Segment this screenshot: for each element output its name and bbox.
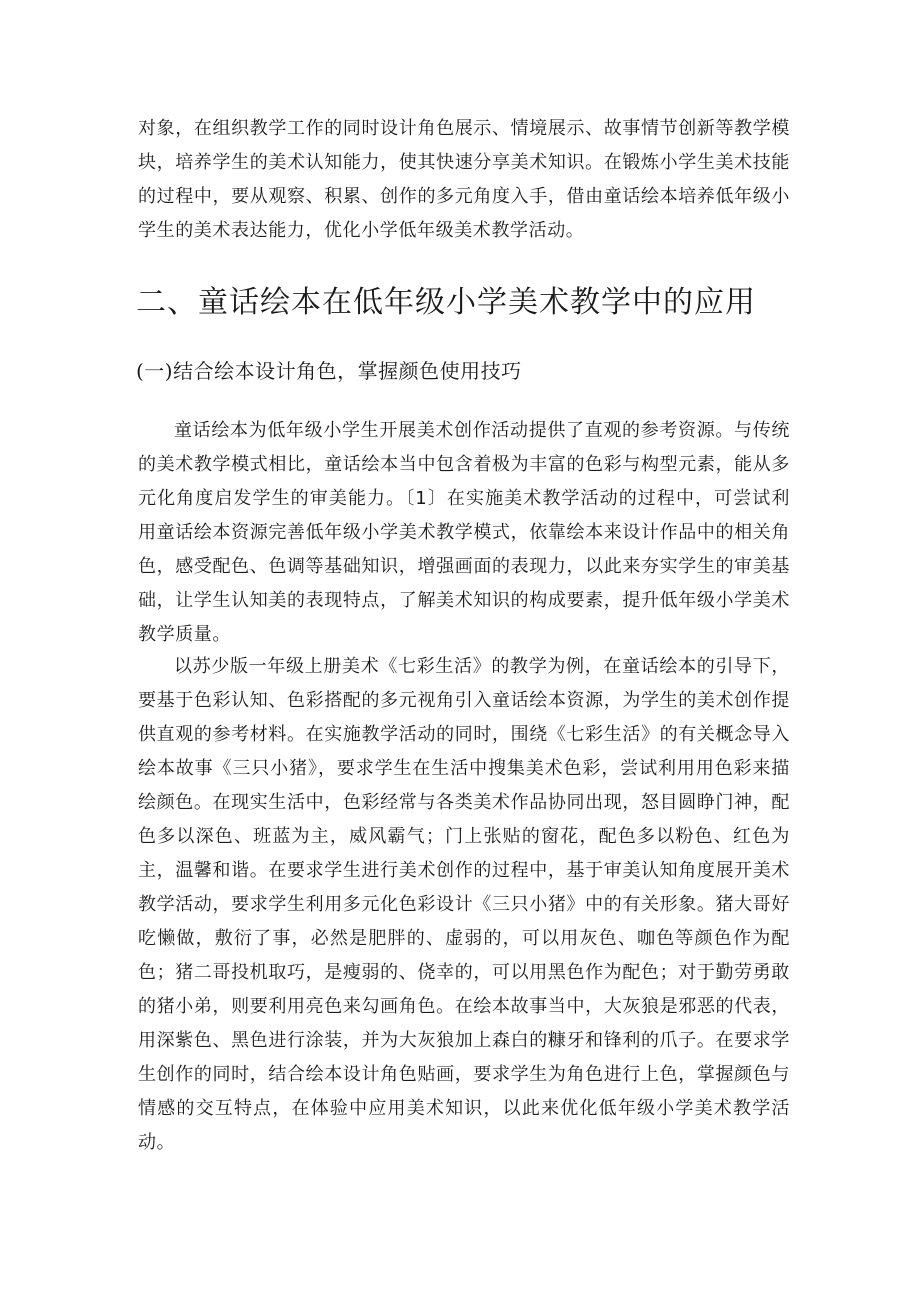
- intro-paragraph: 对象，在组织教学工作的同时设计角色展示、情境展示、故事情节创新等教学模块，培养学生的美术认知能力，使其快速分享美术知识。在锻炼小学生美术技能的过程中，要从观察、积累、创作的多元角度入手，借由童话绘本培养低年级小学生的美术表达能力，优化小学低年级美术教学活动。: [138, 118, 790, 241]
- subsection-heading: (一)结合绘本设计角色，掌握颜色使用技巧: [136, 359, 522, 383]
- paragraph-text: 在实施美术教学活动的过程中，可尝试利用童话绘本资源完善低年级小学美术教学模式，依靠绘本来设计作品中的相关角色，感受配色、色调等基础知识，增强画面的表现力，以此来夯实学生的审美基础，让学生认知美的表现特点，了解美术知识的构成要素，提升低年级小学美术教学质量。: [138, 488, 790, 645]
- body-paragraph-1: [138, 414, 790, 652]
- paragraph-text: 童话绘本为低年级小学生开展美术创作活动提供了直观的参考资源。与传统的美术教学模式相比，童话绘本当中包含着极为丰富的色彩与构型元素，能从多元化角度启发学生的审美能力。: [138, 420, 790, 509]
- body-paragraph-2: 以苏少版一年级上册美术《七彩生活》的教学为例，在童话绘本的引导下，要基于色彩认知、色彩搭配的多元视角引入童话绘本资源，为学生的美术创作提供直观的参考材料。在实施教学活动的同时，围绕《七彩生活》的有关概念导入绘本故事《三只小猪》，要求学生在生活中搜集美术色彩，尝试利用用色彩来描绘颜色。在现实生活中，色彩经常与各类美术作品协同出现，怒目圆睁门神，配色多以深色、班蓝为主，威风霸气；门上张贴的窗花，配色多以粉色、红色为主，温馨和谐。在要求学生进行美术创作的过程中，基于审美认知角度展开美术教学活动，要求学生利用多元化色彩设计《三只小猪》中的有关形象。猪大哥好吃懒做，敷衍了事，必然是肥胖的、虚弱的，可以用灰色、咖色等颜色作为配色；猪二哥投机取巧，是瘦弱的、侥幸的，可以用黑色作为配色；对于勤劳勇敢的猪小弟，则要利用亮色来勾画角色。在绘本故事当中，大灰狼是邪恶的代表，用深紫色、黑色进行涂装，并为大灰狼加上森白的糠牙和锋利的爪子。在要求学生创作的同时，结合绘本设计角色贴画，要求学生为角色进行上色，掌握颜色与情感的交互特点，在体验中应用美术知识，以此来优化低年级小学美术教学活动。: [138, 656, 790, 1153]
- citation-marker: 〔1〕: [405, 488, 447, 509]
- section-heading: 二、童话绘本在低年级小学美术教学中的应用: [136, 285, 756, 320]
